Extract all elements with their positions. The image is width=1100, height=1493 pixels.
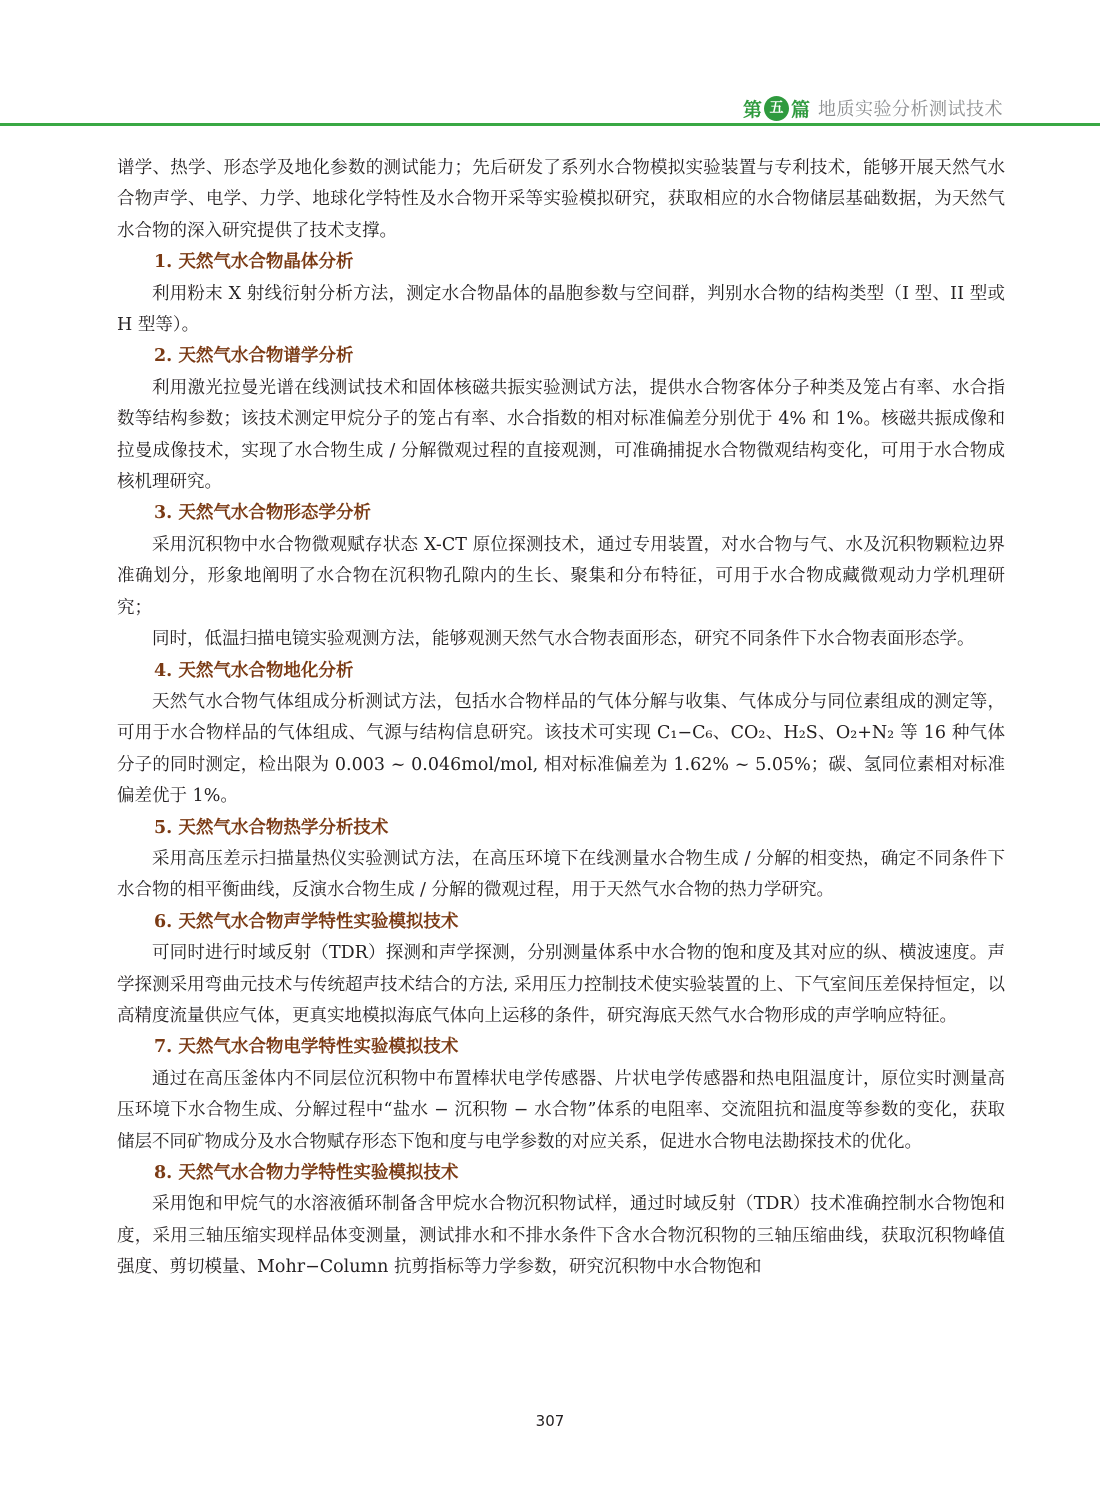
- section-heading: 3. 天然气水合物形态学分析: [154, 503, 371, 524]
- section-heading: 2. 天然气水合物谱学分析: [154, 346, 354, 367]
- page-number: 307: [535, 1412, 565, 1430]
- section-heading: 8. 天然气水合物力学特性实验模拟技术: [154, 1163, 459, 1183]
- section-heading: 6. 天然气水合物声学特性实验模拟技术: [154, 911, 459, 932]
- chapter-label: [743, 94, 1003, 122]
- section-paragraph: 通过在高压釜体内不同层位沉积物中布置棒状电学传感器、片状电学传感器和热电阻温度计，原位实时测量高压环境下水合物生成、分解过程中“盐水 − 沉积物 − 水合物”体系的电阻率、交流阻抗和温度等参数的变化，获取储层不同矿物成分及水合物赋存形态下饱和度与电学参数的对应关系，促进水合物电法勘探技术的优化。: [117, 1068, 1005, 1152]
- running-header: [0, 92, 1100, 128]
- section-heading: 1. 天然气水合物晶体分析: [154, 252, 354, 273]
- section-heading: 4. 天然气水合物地化分析: [154, 660, 354, 681]
- chapter-prefix: 第: [742, 98, 762, 121]
- header-rule: [0, 123, 1100, 126]
- section-heading: 5. 天然气水合物热学分析技术: [154, 817, 389, 838]
- intro-paragraph: 谱学、热学、形态学及地化参数的测试能力；先后研发了系列水合物模拟实验装置与专利技术，能够开展天然气水合物声学、电学、力学、地球化学特性及水合物开采等实验模拟研究，获取相应的水合物储层基础数据，为天然气水合物的深入研究提供了技术支撑。: [117, 158, 1005, 241]
- section-paragraph: 采用沉积物中水合物微观赋存状态 X-CT 原位探测技术，通过专用装置，对水合物与气、水及沉积物颗粒边界准确划分，形象地阐明了水合物在沉积物孔隙内的生长、聚集和分布特征，可用于水合物成藏微观动力学机理研究；: [117, 534, 1005, 618]
- page-body: [117, 153, 1005, 1284]
- section-paragraph: 同时，低温扫描电镜实验观测方法，能够观测天然气水合物表面形态，研究不同条件下水合物表面形态学。: [152, 629, 975, 650]
- section-paragraph: 天然气水合物气体组成分析测试方法，包括水合物样品的气体分解与收集、气体成分与同位素组成的测定等，可用于水合物样品的气体组成、气源与结构信息研究。该技术可实现 C₁−C₆、CO₂、H₂S、O₂+N₂ 等 16 种气体分子的同时测定，检出限为 0.003 ~ 0.046mol/mol, 相对标准偏差为 1.62% ~ 5.05%；碳、氢同位素相对标准偏差优于 1%。: [117, 691, 1005, 807]
- chapter-number-badge: 五: [764, 96, 789, 121]
- section-heading: 7. 天然气水合物电学特性实验模拟技术: [154, 1037, 459, 1058]
- section-paragraph: 采用饱和甲烷气的水溶液循环制备含甲烷水合物沉积物试样，通过时域反射（TDR）技术准确控制水合物饱和度，采用三轴压缩实现样品体变测量，测试排水和不排水条件下含水合物沉积物的三轴压缩曲线，获取沉积物峰值强度、剪切模量、Mohr−Column 抗剪指标等力学参数，研究沉积物中水合物饱和: [117, 1194, 1005, 1278]
- section-paragraph: 可同时进行时域反射（TDR）探测和声学探测，分别测量体系中水合物的饱和度及其对应的纵、横波速度。声学探测采用弯曲元技术与传统超声技术结合的方法, 采用压力控制技术使实验装置的上、下气室间压差保持恒定，以高精度流量供应气体，更真实地模拟海底气体向上运移的条件，研究海底天然气水合物形成的声学响应特征。: [117, 943, 1005, 1026]
- section-paragraph: 采用高压差示扫描量热仪实验测试方法，在高压环境下在线测量水合物生成 / 分解的相变热，确定不同条件下水合物的相平衡曲线，反演水合物生成 / 分解的微观过程，用于天然气水合物的热力学研究。: [117, 848, 1005, 901]
- section-paragraph: 利用粉末 X 射线衍射分析方法，测定水合物晶体的晶胞参数与空间群，判别水合物的结构类型（I 型、II 型或 H 型等）。: [117, 283, 1005, 336]
- section-paragraph: 利用激光拉曼光谱在线测试技术和固体核磁共振实验测试方法，提供水合物客体分子种类及笼占有率、水合指数等结构参数；该技术测定甲烷分子的笼占有率、水合指数的相对标准偏差分别优于 4% 和 1%。核磁共振成像和拉曼成像技术，实现了水合物生成 / 分解微观过程的直接观测，可准确捕捉水合物微观结构变化，可用于水合物成核机理研究。: [117, 377, 1005, 493]
- chapter-title: 地质实验分析测试技术: [818, 99, 1003, 120]
- chapter-suffix: 篇: [790, 98, 810, 121]
